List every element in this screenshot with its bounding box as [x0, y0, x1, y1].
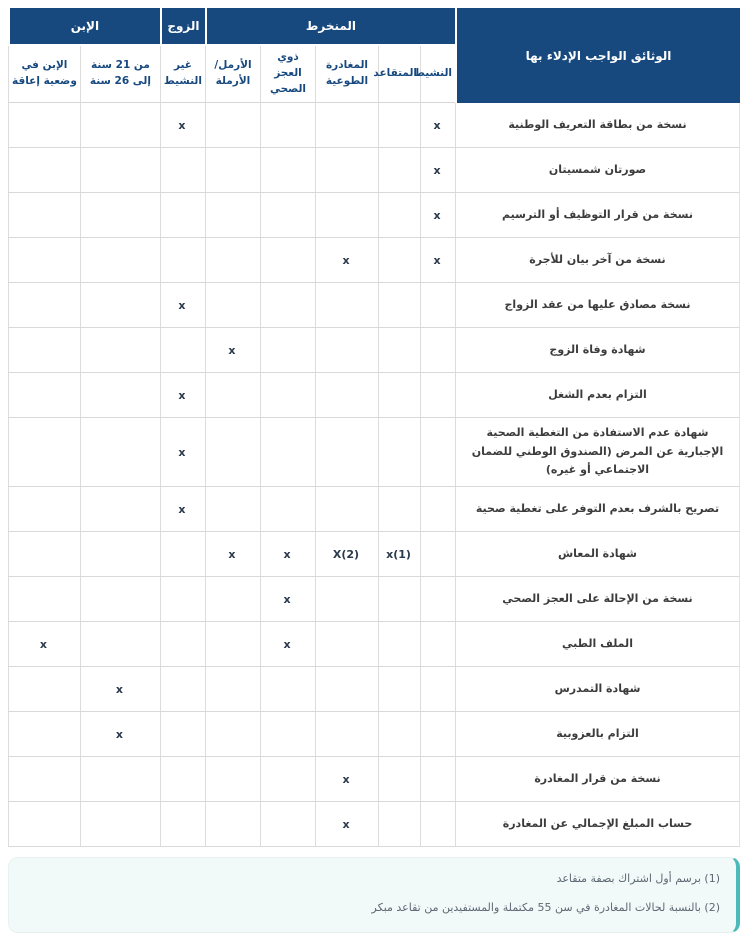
mark-cell — [8, 193, 80, 238]
mark-cell — [378, 667, 420, 712]
document-row-label: شهادة التمدرس — [455, 667, 740, 712]
mark-cell — [205, 622, 260, 667]
document-row-label: تصريح بالشرف بعدم التوفر على تغطية صحية — [455, 487, 740, 532]
mark-cell — [160, 667, 205, 712]
mark-cell — [378, 148, 420, 193]
mark-cell: x — [420, 103, 455, 148]
mark-cell — [420, 283, 455, 328]
table-row — [8, 238, 740, 283]
mark-cell — [260, 712, 315, 757]
mark-cell — [8, 667, 80, 712]
mark-cell — [260, 148, 315, 193]
mark-cell — [315, 577, 378, 622]
mark-cell — [160, 328, 205, 373]
table-row — [8, 802, 740, 847]
mark-cell — [80, 487, 160, 532]
mark-cell — [205, 148, 260, 193]
mark-cell — [378, 577, 420, 622]
mark-cell — [80, 532, 160, 577]
mark-cell — [80, 103, 160, 148]
required-documents-table — [8, 8, 740, 847]
mark-cell — [8, 238, 80, 283]
mark-cell — [8, 148, 80, 193]
column-header-disabled-child: الإبن في وضعية إعاقة — [8, 46, 80, 103]
mark-cell — [378, 418, 420, 487]
mark-cell: x — [260, 622, 315, 667]
document-row-label: صورتان شمسيتان — [455, 148, 740, 193]
mark-cell — [260, 193, 315, 238]
mark-cell — [260, 103, 315, 148]
mark-cell — [260, 238, 315, 283]
mark-cell — [160, 712, 205, 757]
mark-cell: x — [260, 532, 315, 577]
mark-cell — [260, 802, 315, 847]
mark-cell: x — [315, 757, 378, 802]
table-row — [8, 577, 740, 622]
mark-cell — [378, 757, 420, 802]
mark-cell — [420, 418, 455, 487]
mark-cell — [160, 757, 205, 802]
group-header-son: الإبن — [8, 8, 160, 46]
mark-cell — [160, 577, 205, 622]
mark-cell: x — [8, 622, 80, 667]
mark-cell — [205, 757, 260, 802]
mark-cell — [80, 373, 160, 418]
mark-cell — [80, 193, 160, 238]
document-row-label: نسخة من بطاقة التعريف الوطنية — [455, 103, 740, 148]
mark-cell — [315, 148, 378, 193]
mark-cell — [8, 712, 80, 757]
mark-cell — [420, 487, 455, 532]
mark-cell — [8, 328, 80, 373]
mark-cell — [160, 148, 205, 193]
table-row — [8, 148, 740, 193]
mark-cell — [8, 757, 80, 802]
mark-cell — [315, 328, 378, 373]
table-row — [8, 487, 740, 532]
mark-cell — [80, 238, 160, 283]
mark-cell: x — [80, 667, 160, 712]
document-row-label: نسخة من قرار التوظيف أو الترسيم — [455, 193, 740, 238]
mark-cell — [80, 757, 160, 802]
mark-cell — [260, 418, 315, 487]
mark-cell — [205, 193, 260, 238]
mark-cell: x — [420, 238, 455, 283]
mark-cell — [378, 193, 420, 238]
document-row-label: نسخة مصادق عليها من عقد الزواج — [455, 283, 740, 328]
mark-cell: x — [160, 103, 205, 148]
mark-cell — [160, 622, 205, 667]
document-row-label: الملف الطبي — [455, 622, 740, 667]
mark-cell — [315, 667, 378, 712]
mark-cell: x — [315, 802, 378, 847]
mark-cell: x — [160, 283, 205, 328]
mark-cell — [80, 283, 160, 328]
document-row-label: نسخة من قرار المغادرة — [455, 757, 740, 802]
mark-cell: x — [420, 148, 455, 193]
mark-cell: x — [80, 712, 160, 757]
mark-cell — [260, 487, 315, 532]
table-row — [8, 283, 740, 328]
mark-cell — [378, 487, 420, 532]
mark-cell — [80, 148, 160, 193]
group-header-spouse: الزوج — [160, 8, 205, 46]
mark-cell: x — [420, 193, 455, 238]
column-header-active: النشيط — [420, 46, 455, 103]
group-header-row — [8, 8, 740, 46]
mark-cell — [315, 487, 378, 532]
mark-cell — [205, 802, 260, 847]
mark-cell — [205, 283, 260, 328]
mark-cell: x — [160, 487, 205, 532]
mark-cell — [205, 487, 260, 532]
mark-cell — [260, 667, 315, 712]
mark-cell — [260, 757, 315, 802]
mark-cell — [420, 373, 455, 418]
mark-cell: x — [260, 577, 315, 622]
mark-cell — [80, 577, 160, 622]
document-row-label: التزام بالعزوبية — [455, 712, 740, 757]
mark-cell — [260, 328, 315, 373]
mark-cell — [420, 802, 455, 847]
document-row-label: التزام بعدم الشغل — [455, 373, 740, 418]
mark-cell: X(2) — [315, 532, 378, 577]
mark-cell — [420, 712, 455, 757]
mark-cell — [378, 622, 420, 667]
mark-cell — [378, 103, 420, 148]
mark-cell — [420, 577, 455, 622]
mark-cell — [420, 328, 455, 373]
mark-cell — [8, 487, 80, 532]
column-header-voluntary-departure: المغادرة الطوعية — [315, 46, 378, 103]
mark-cell — [205, 238, 260, 283]
mark-cell — [315, 712, 378, 757]
group-header-member: المنخرط — [205, 8, 455, 46]
mark-cell — [378, 238, 420, 283]
column-header-age-21-26: من 21 سنة إلى 26 سنة — [80, 46, 160, 103]
mark-cell — [160, 238, 205, 283]
mark-cell — [420, 757, 455, 802]
mark-cell — [8, 418, 80, 487]
mark-cell: x — [205, 532, 260, 577]
mark-cell — [205, 418, 260, 487]
table-row — [8, 103, 740, 148]
table-row — [8, 667, 740, 712]
mark-cell — [315, 418, 378, 487]
mark-cell — [315, 103, 378, 148]
mark-cell — [378, 373, 420, 418]
table-row — [8, 193, 740, 238]
document-row-label: شهادة وفاة الزوج — [455, 328, 740, 373]
mark-cell — [8, 103, 80, 148]
mark-cell — [378, 328, 420, 373]
table-row — [8, 418, 740, 487]
mark-cell — [205, 577, 260, 622]
mark-cell — [80, 802, 160, 847]
document-row-label: حساب المبلغ الإجمالي عن المغادرة — [455, 802, 740, 847]
table-row — [8, 757, 740, 802]
mark-cell — [8, 577, 80, 622]
mark-cell — [260, 373, 315, 418]
table-row — [8, 712, 740, 757]
mark-cell — [420, 532, 455, 577]
mark-cell — [315, 283, 378, 328]
mark-cell — [80, 418, 160, 487]
mark-cell — [378, 802, 420, 847]
mark-cell — [205, 373, 260, 418]
mark-cell — [205, 667, 260, 712]
table-row — [8, 532, 740, 577]
mark-cell — [205, 712, 260, 757]
document-row-label: نسخة من الإحالة على العجز الصحي — [455, 577, 740, 622]
mark-cell — [378, 283, 420, 328]
footnote-1: (1) برسم أول اشتراك بصفة متقاعد — [556, 872, 720, 886]
mark-cell — [315, 193, 378, 238]
mark-cell — [315, 373, 378, 418]
mark-cell — [420, 667, 455, 712]
footnote-2: (2) بالنسبة لحالات المغادرة في سن 55 مكتملة والمستفيدين من تقاعد مبكر — [371, 900, 720, 914]
column-header-inactive: غير النشيط — [160, 46, 205, 103]
table-row — [8, 373, 740, 418]
mark-cell — [260, 283, 315, 328]
mark-cell — [8, 802, 80, 847]
mark-cell: x — [160, 373, 205, 418]
column-header-retired: المتقاعد — [378, 46, 420, 103]
mark-cell — [378, 712, 420, 757]
mark-cell — [315, 622, 378, 667]
mark-cell — [80, 328, 160, 373]
column-header-health-disability: ذوي العجز الصحي — [260, 46, 315, 103]
footnotes-box — [8, 857, 740, 933]
mark-cell: x — [160, 418, 205, 487]
mark-cell — [160, 193, 205, 238]
table-row — [8, 328, 740, 373]
column-header-widow: الأرمل/ الأرملة — [205, 46, 260, 103]
documents-column-header: الوثائق الواجب الإدلاء بها — [455, 8, 740, 103]
mark-cell — [8, 373, 80, 418]
mark-cell — [8, 283, 80, 328]
mark-cell: x — [205, 328, 260, 373]
mark-cell — [80, 622, 160, 667]
document-row-label: شهادة عدم الاستفادة من التغطية الصحية الإجبارية عن المرض (الصندوق الوطني للضمان الاجتماعي أو غيره) — [455, 418, 740, 487]
mark-cell — [160, 532, 205, 577]
document-row-label: شهادة المعاش — [455, 532, 740, 577]
mark-cell — [205, 103, 260, 148]
mark-cell: x — [315, 238, 378, 283]
mark-cell — [160, 802, 205, 847]
mark-cell: x(1) — [378, 532, 420, 577]
table-row — [8, 622, 740, 667]
mark-cell — [420, 622, 455, 667]
document-row-label: نسخة من آخر بيان للأجرة — [455, 238, 740, 283]
mark-cell — [8, 532, 80, 577]
